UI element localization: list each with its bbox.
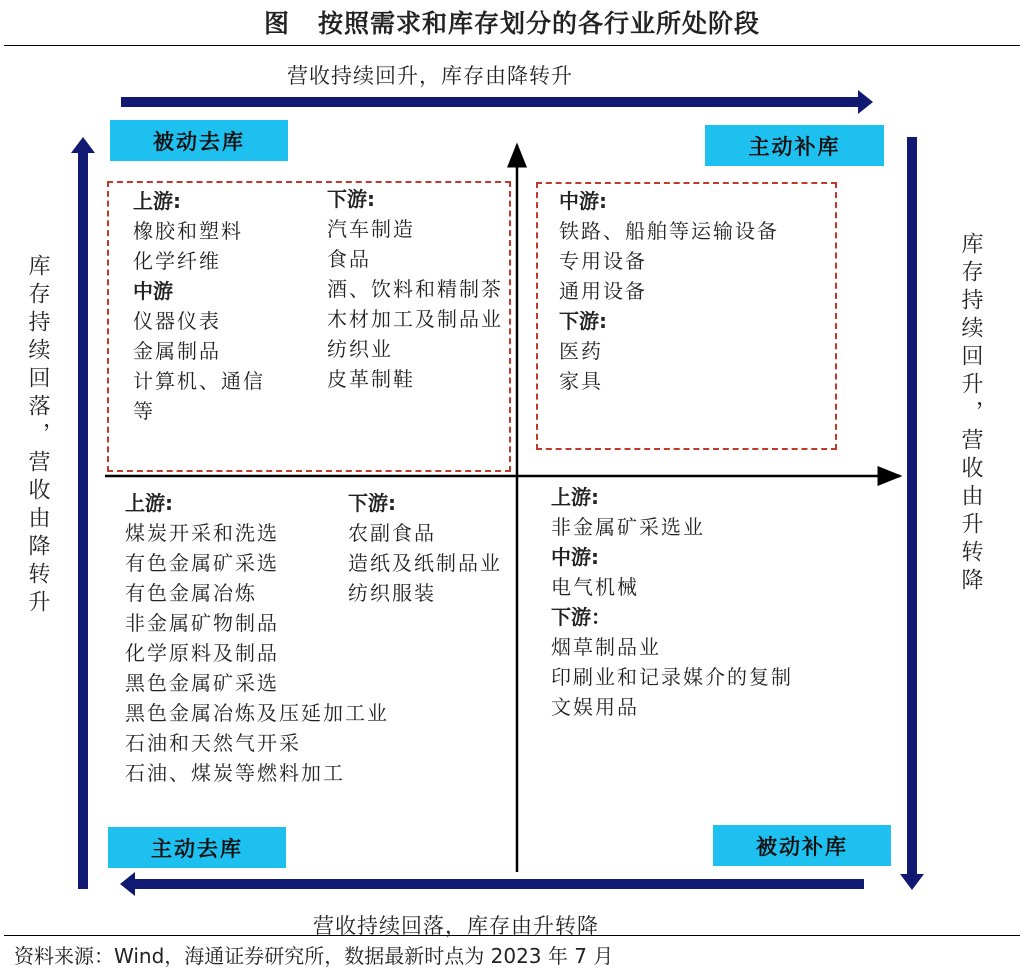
badge-active-destocking: 主动去库: [108, 827, 286, 868]
figure-label: 图: [263, 9, 290, 38]
industry-item: 木材加工及制品业: [327, 307, 503, 331]
bottom-left-col2: [348, 488, 502, 608]
top-left-col1: [133, 186, 265, 426]
industry-item: 化学纤维: [133, 249, 221, 273]
stream-heading: 上游:: [551, 485, 599, 509]
top-left-col2: [327, 184, 503, 394]
industry-item: 医药: [559, 339, 603, 363]
industry-item: 汽车制造: [327, 217, 415, 241]
industry-item: 黑色金属冶炼及压延加工业: [125, 701, 389, 725]
stream-heading: 中游: [133, 279, 173, 303]
industry-item: 仪器仪表: [133, 309, 221, 333]
industry-item: 橡胶和塑料: [133, 219, 243, 243]
badge-passive-destocking: 被动去库: [110, 120, 288, 161]
industry-item: 计算机、通信: [133, 369, 265, 393]
industry-item: 铁路、船舶等运输设备: [559, 219, 779, 243]
industry-item: 造纸及纸制品业: [348, 551, 502, 575]
industry-item: 煤炭开采和洗选: [125, 521, 279, 545]
industry-item: 纺织业: [327, 337, 393, 361]
industry-item: 食品: [327, 247, 371, 271]
stream-heading: 下游:: [348, 491, 396, 515]
industry-item: 电气机械: [551, 575, 639, 599]
industry-item: 化学原料及制品: [125, 641, 279, 665]
left-arrow: [71, 137, 95, 889]
industry-item: 酒、饮料和精制茶: [327, 277, 503, 301]
bottom-arrow-caption: 营收持续回落，库存由升转降: [313, 914, 599, 938]
industry-item: 等: [133, 399, 155, 423]
stream-heading: 下游:: [559, 309, 607, 333]
industry-item: 纺织服装: [348, 581, 436, 605]
stream-heading: 上游:: [125, 491, 173, 515]
stream-heading: 下游:: [327, 187, 375, 211]
industry-item: 有色金属冶炼: [125, 581, 257, 605]
stream-heading: 下游：: [551, 605, 611, 629]
industry-item: 石油和天然气开采: [125, 731, 301, 755]
stream-heading: 中游:: [559, 189, 607, 213]
industry-item: 印刷业和记录媒介的复制: [551, 665, 793, 689]
top-arrow-caption: 营收持续回升，库存由降转升: [287, 64, 573, 88]
right-arrow: [900, 137, 924, 890]
industry-item: 金属制品: [133, 339, 221, 363]
industry-item: 有色金属矿采选: [125, 551, 279, 575]
industry-item: 石油、煤炭等燃料加工: [125, 761, 345, 785]
industry-item: 专用设备: [559, 249, 647, 273]
figure-title-text: 按照需求和库存划分的各行业所处阶段: [318, 9, 761, 38]
industry-item: 文娱用品: [551, 695, 639, 719]
bottom-arrow: [120, 872, 864, 896]
right-arrow-caption: 库存持续回升，营收由升转降: [958, 232, 983, 596]
industry-item: 非金属矿物制品: [125, 611, 279, 635]
source-rule: [4, 935, 1020, 936]
top-arrow: [121, 90, 873, 114]
industry-item: 农副食品: [348, 521, 436, 545]
industry-item: 通用设备: [559, 279, 647, 303]
left-arrow-caption: 库存持续回落，营收由降转升: [25, 254, 50, 618]
badge-active-restocking: 主动补库: [705, 125, 884, 166]
industry-item: 皮革制鞋: [327, 367, 415, 391]
stream-heading: 上游:: [133, 189, 181, 213]
industry-item: 烟草制品业: [551, 635, 661, 659]
bottom-right-col1: [551, 482, 793, 722]
stream-heading: 中游:: [551, 545, 599, 569]
industry-item: 黑色金属矿采选: [125, 671, 279, 695]
badge-passive-restocking: 被动补库: [713, 825, 891, 866]
industry-item: 家具: [559, 369, 603, 393]
industry-item: 非金属矿采选业: [551, 515, 705, 539]
top-right-col1: [559, 186, 779, 396]
source-note: 资料来源：Wind，海通证券研究所，数据最新时点为 2023 年 7 月: [14, 944, 614, 968]
